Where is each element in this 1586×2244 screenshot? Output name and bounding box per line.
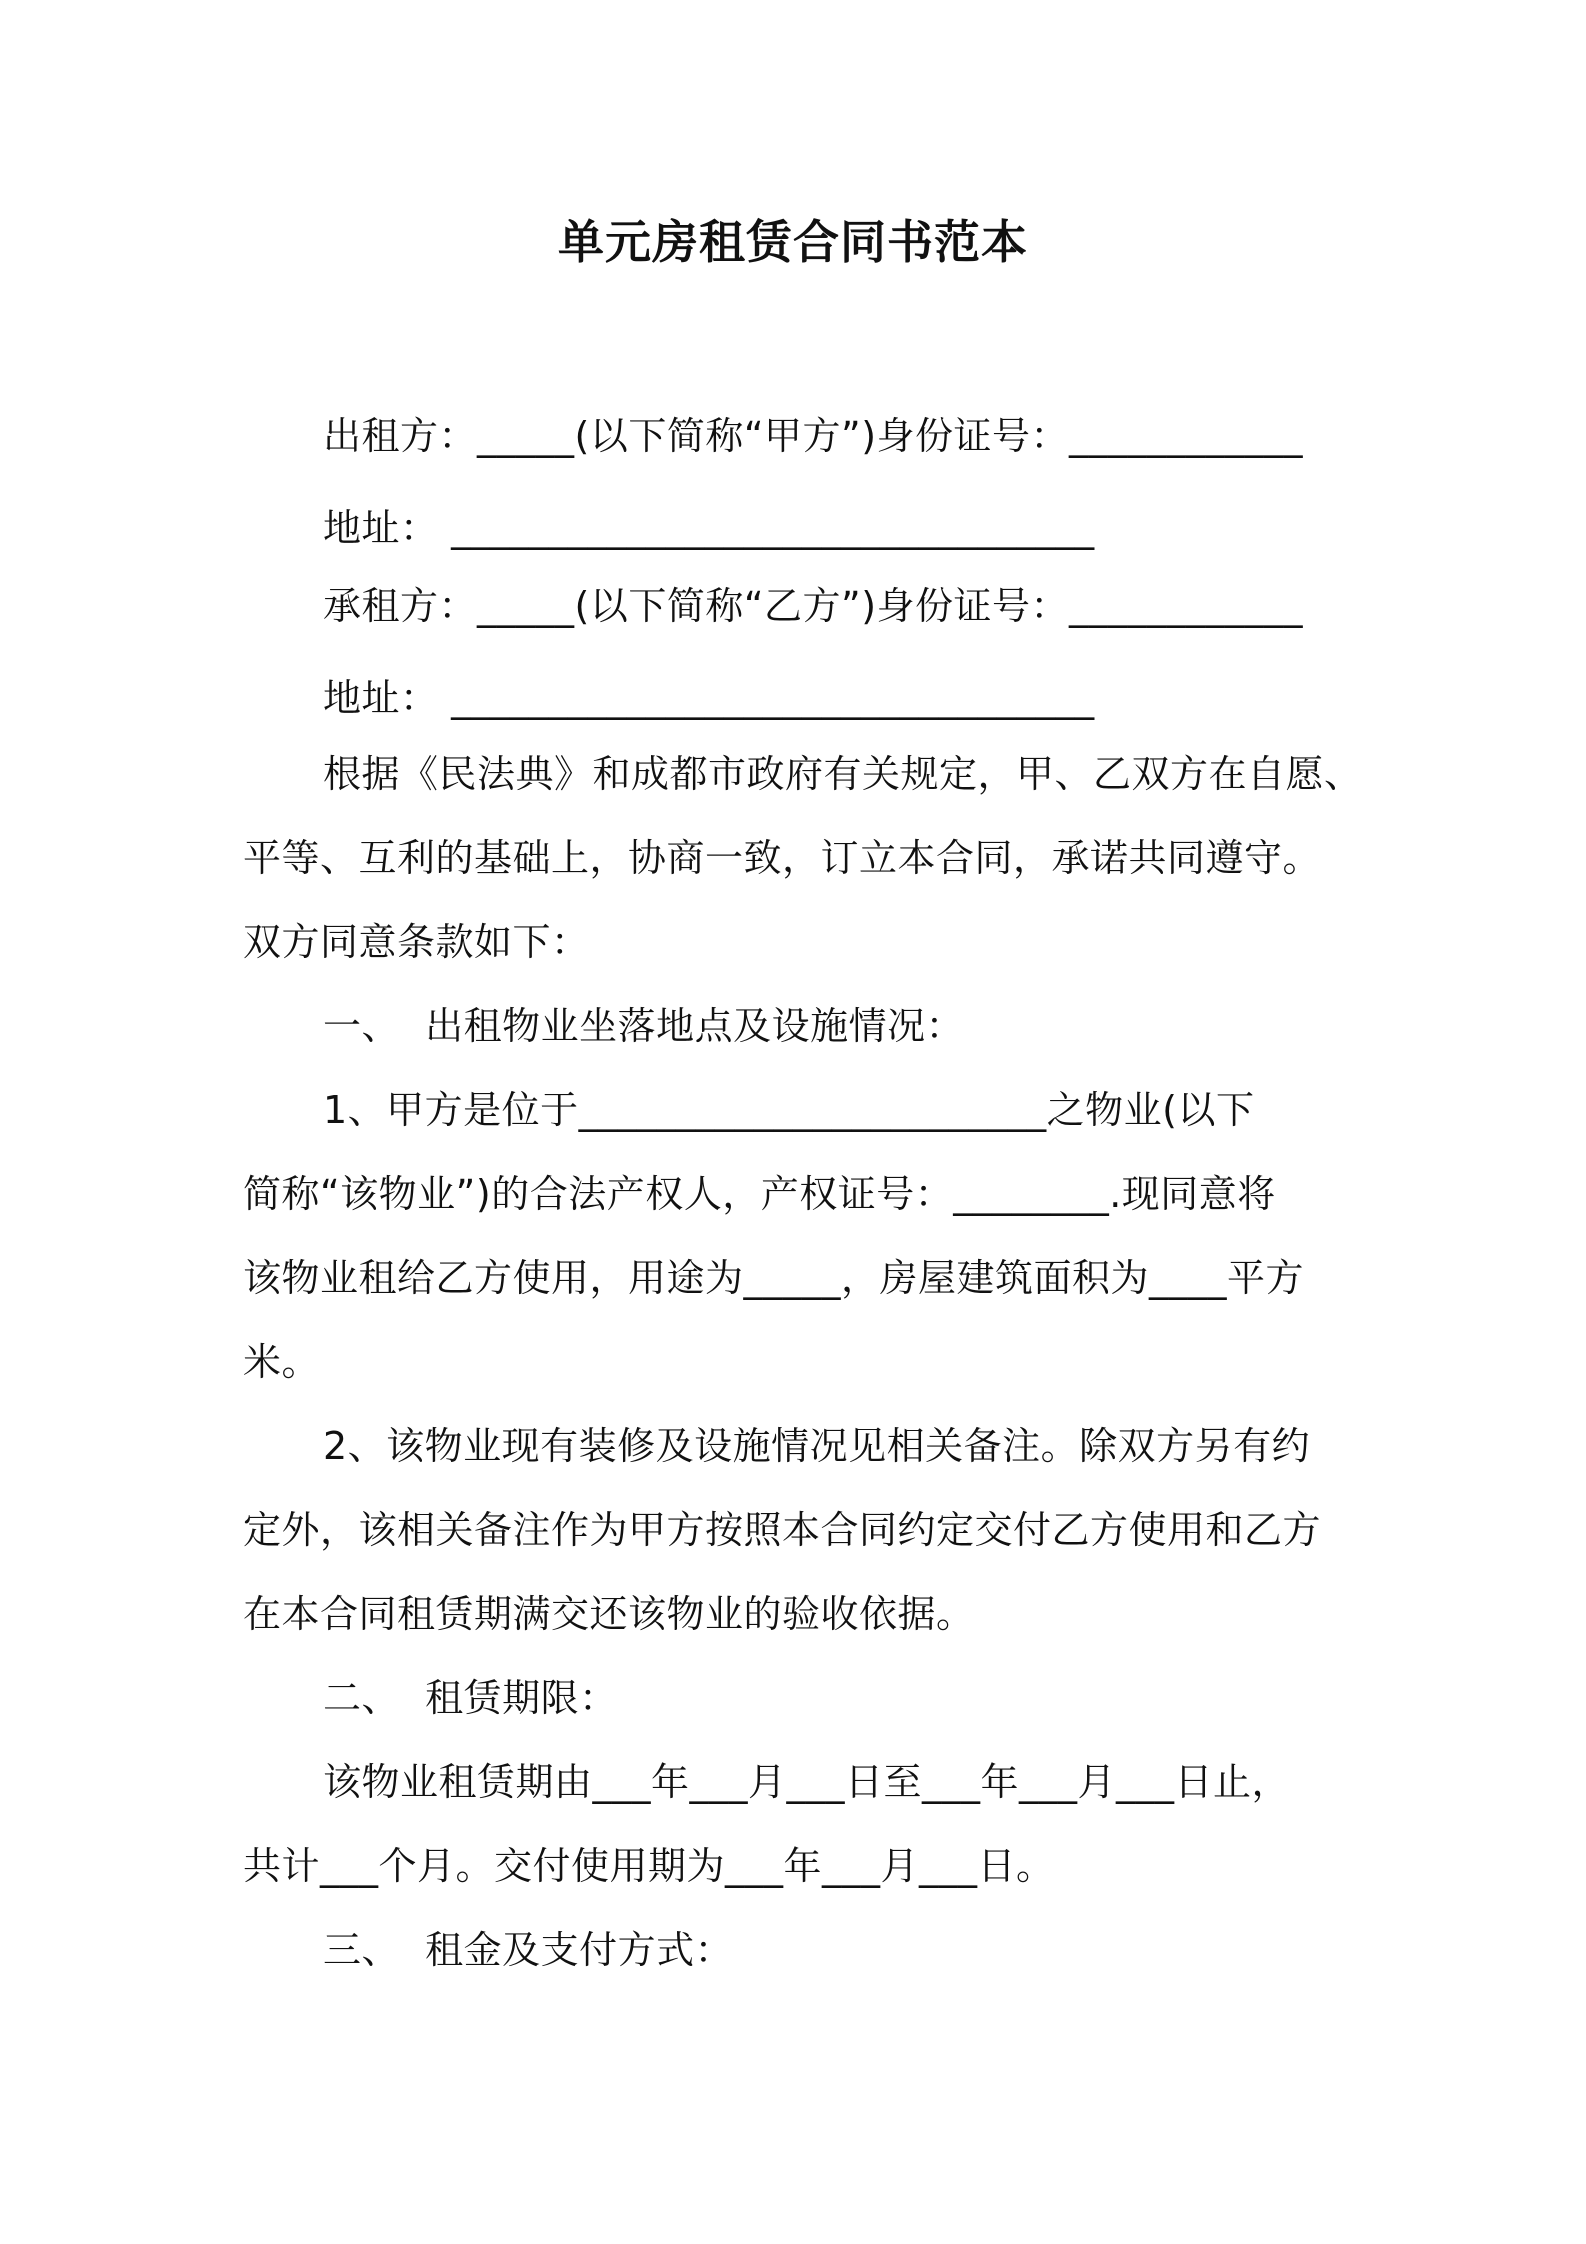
section-heading-1: 一、 出租物业坐落地点及设施情况： [323,1004,965,1048]
preamble-line-1: 根据《民法典》和成都市政府有关规定，甲、乙双方在自愿、 [323,752,1363,796]
clause-1-line-1: 1、甲方是位于________________________之物业(以下 [323,1088,1255,1132]
clause-2-line-3: 在本合同租赁期满交还该物业的验收依据。 [243,1592,975,1636]
lessor-line: 出租方：_____(以下简称“甲方”)身份证号：____________ [323,414,1304,458]
section-heading-3: 三、 租金及支付方式： [323,1928,734,1972]
preamble-line-2: 平等、互利的基础上，协商一致，订立本合同，承诺共同遵守。 [243,836,1322,880]
clause-1-line-3: 该物业租给乙方使用，用途为_____，房屋建筑面积为____平方 [243,1256,1305,1300]
clause-1-line-4: 米。 [243,1340,321,1384]
lessee-address-line: 地址： _________________________________ [323,676,1095,720]
clause-1-line-2: 简称“该物业”)的合法产权人，产权证号：________.现同意将 [243,1172,1276,1216]
lessee-line: 承租方：_____(以下简称“乙方”)身份证号：____________ [323,584,1304,628]
section-heading-2: 二、 租赁期限： [323,1676,618,1720]
clause-2-line-2: 定外，该相关备注作为甲方按照本合同约定交付乙方使用和乙方 [243,1508,1322,1552]
lessor-address-line: 地址： _________________________________ [323,506,1095,550]
preamble-line-3: 双方同意条款如下： [243,920,590,964]
term-line-1: 该物业租赁期由___年___月___日至___年___月___日止， [323,1760,1291,1804]
document-title: 单元房租赁合同书范本 [558,215,1028,269]
clause-2-line-1: 2、该物业现有装修及设施情况见相关备注。除双方另有约 [323,1424,1311,1468]
term-line-2: 共计___个月。交付使用期为___年___月___日。 [243,1844,1055,1888]
